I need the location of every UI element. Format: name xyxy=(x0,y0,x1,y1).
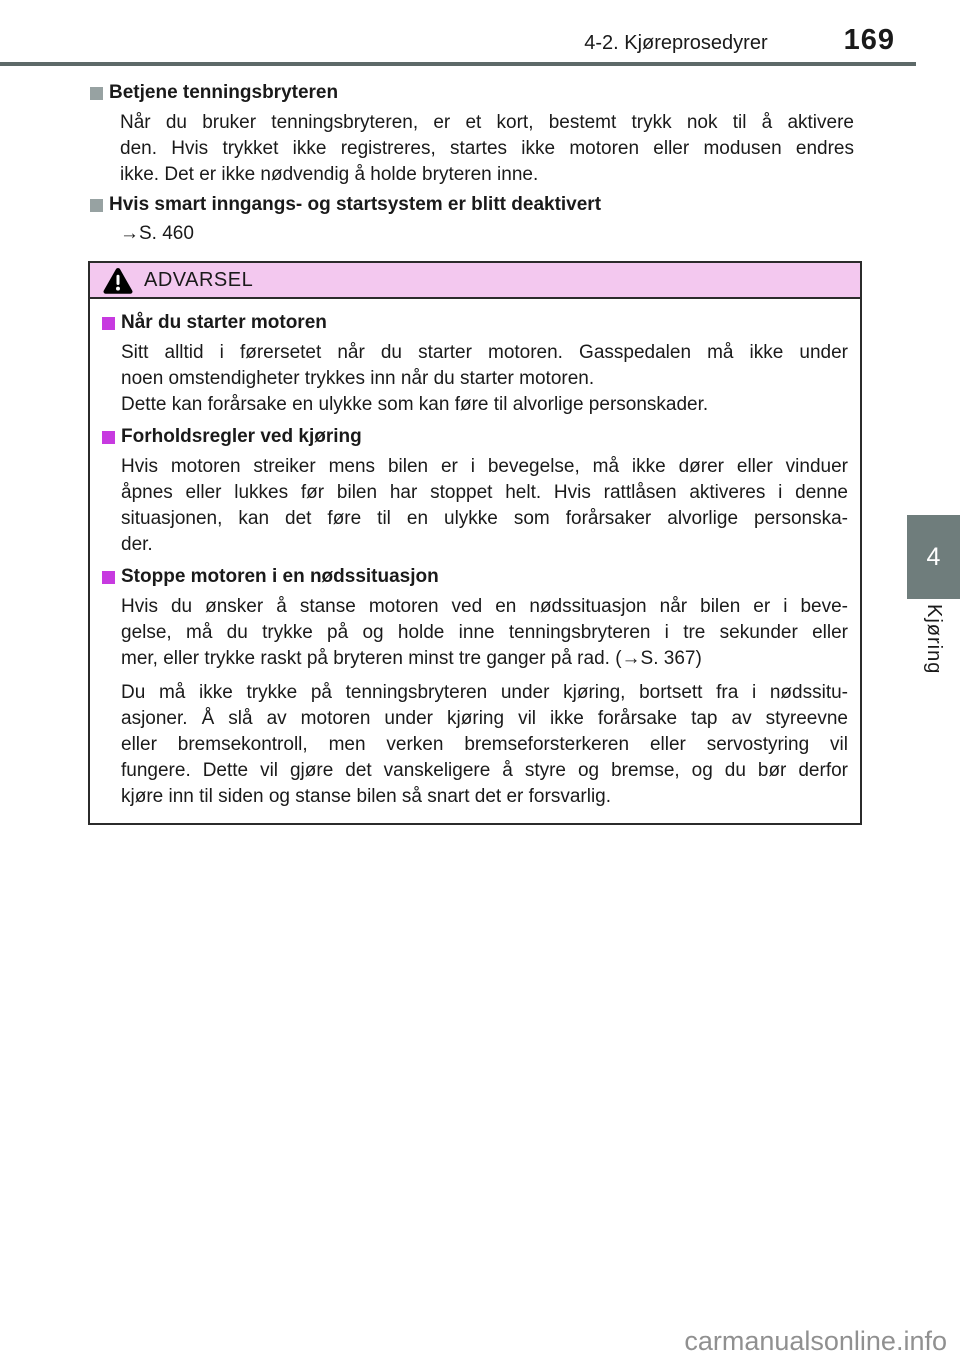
text-line: der. xyxy=(121,534,153,555)
body-paragraph xyxy=(120,110,854,188)
square-bullet-icon xyxy=(102,571,115,584)
warning-item-heading xyxy=(102,566,848,588)
text-line: Hvis du ønsker å stanse motoren ved en nødssituasjon når bilen er i beve- xyxy=(121,596,848,617)
text-line: asjoner. Å slå av motoren under kjøring vil ikke forårsake tap av styreevne xyxy=(121,708,848,729)
square-bullet-icon xyxy=(102,317,115,330)
page-number: 169 xyxy=(843,24,895,56)
warning-paragraph xyxy=(121,594,848,672)
warning-item-heading xyxy=(102,312,848,334)
page-header xyxy=(584,24,895,57)
section-title: Hvis smart inngangs- og startsystem er blitt deaktivert xyxy=(109,194,602,215)
text-line: Dette kan forårsake en ulykke som kan føre til alvorlige personskader. xyxy=(121,394,709,415)
warning-item xyxy=(102,426,848,558)
text-line: ikke. Det er ikke nødvendig å holde bryteren inne. xyxy=(120,164,539,185)
chapter-tab-number: 4 xyxy=(926,542,941,571)
text-line: situasjonen, kan det føre til en ulykke som forårsaker alvorlige personska- xyxy=(121,508,848,529)
text-line: mer, eller trykke raskt på bryteren minst tre ganger på rad. (→S. 367) xyxy=(121,648,702,669)
warning-label: ADVARSEL xyxy=(144,268,254,291)
text-line: Når du bruker tenningsbryteren, er et kort, bestemt trykk nok til å aktivere xyxy=(120,112,854,133)
text-line: kjøre inn til siden og stanse bilen så snart det er forsvarlig. xyxy=(121,786,612,807)
warning-paragraph xyxy=(121,680,848,810)
text-line: eller bremsekontroll, men verken bremseforsterkeren eller servostyring vil xyxy=(121,734,848,755)
warning-header xyxy=(90,263,860,299)
section-heading xyxy=(90,194,854,216)
chapter-tab-label: Kjøring xyxy=(923,604,945,675)
text-line: Sitt alltid i førersetet når du starter motoren. Gasspedalen må ikke under xyxy=(121,342,848,363)
text-line: åpnes eller lukkes før bilen har stoppet helt. Hvis rattlåsen aktiveres i denne xyxy=(121,482,848,503)
section-heading xyxy=(90,82,854,104)
text-line: noen omstendigheter trykkes inn når du starter motoren. xyxy=(121,368,595,389)
warning-box xyxy=(88,261,862,825)
warning-item-title: Stoppe motoren i en nødssituasjon xyxy=(121,566,439,587)
section-breadcrumb: 4-2. Kjøreprosedyrer xyxy=(584,32,768,54)
warning-item-heading xyxy=(102,426,848,448)
text-line: fungere. Dette vil gjøre det vanskeligere å styre og bremse, og du bør derfor xyxy=(121,760,848,781)
square-bullet-icon xyxy=(102,431,115,444)
text-line: Du må ikke trykke på tenningsbryteren under kjøring, bortsett fra i nødssitu- xyxy=(121,682,848,703)
warning-paragraph xyxy=(121,392,848,418)
section-title: Betjene tenningsbryteren xyxy=(109,82,339,103)
text-line: Hvis motoren streiker mens bilen er i bevegelse, må ikke dører eller vinduer xyxy=(121,456,848,477)
cross-reference: →S. 460 xyxy=(120,223,194,244)
square-bullet-icon xyxy=(90,87,103,100)
text-line: gelse, må du trykke på og holde inne tenningsbryteren i tre sekunder eller xyxy=(121,622,848,643)
warning-item-title: Forholdsregler ved kjøring xyxy=(121,426,362,447)
page-content xyxy=(90,82,854,825)
text-line: den. Hvis trykket ikke registreres, startes ikke motoren eller modusen endres xyxy=(120,138,854,159)
section-smart-start xyxy=(90,194,854,247)
warning-body xyxy=(90,299,860,823)
warning-paragraph xyxy=(121,340,848,392)
warning-paragraph xyxy=(121,454,848,558)
warning-item xyxy=(102,312,848,418)
warning-item-title: Når du starter motoren xyxy=(121,312,327,333)
chapter-tab xyxy=(907,515,960,599)
section-betjene xyxy=(90,82,854,188)
warning-item xyxy=(102,566,848,810)
watermark: carmanualsonline.info xyxy=(684,1326,947,1356)
warning-triangle-icon xyxy=(103,267,133,294)
header-rule xyxy=(0,62,916,66)
square-bullet-icon xyxy=(90,199,103,212)
